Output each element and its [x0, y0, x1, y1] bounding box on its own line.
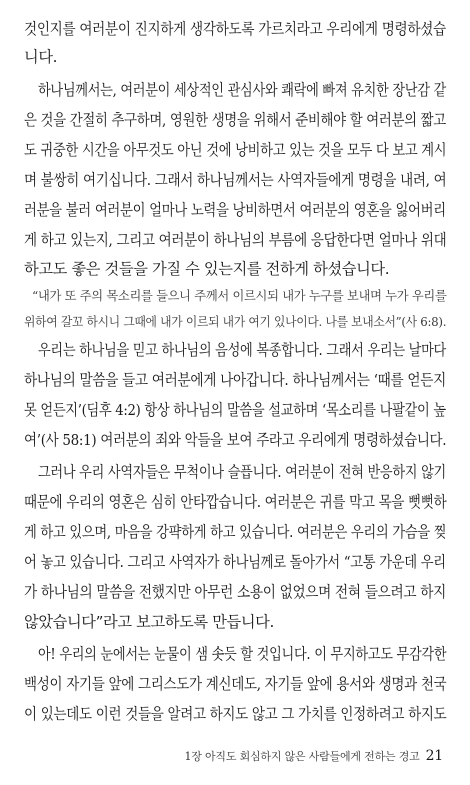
body-line-8: 게 하고 있는지, 그리고 여러분이 하나님의 부름에 응답한다면 얼마나 위대 — [24, 231, 447, 249]
body-line-9: 하고도 좋은 것들을 가질 수 있는지를 전하게 하셨습니다. — [24, 260, 390, 278]
body-line-14: 그러나 우리 사역자들은 무척이나 슬픕니다. 여러분이 전혀 반응하지 않기 — [38, 463, 446, 481]
page-footer — [184, 748, 443, 764]
body-line-15: 때문에 우리의 영혼은 심히 안타깝습니다. 여러분은 귀를 막고 목을 뻣뻣하 — [24, 493, 447, 511]
body-line-7: 러분을 불러 여러분이 얼마나 노력을 낭비하면서 여러분의 영혼을 잃어버리 — [24, 201, 446, 219]
body-line-21: 백성이 자기들 앞에 그리스도가 계신데도, 자기들 앞에 용서와 생명과 천국 — [24, 675, 447, 693]
body-line-12: 못 얻든지’(딤후 4:2) 항상 하나님의 말씀을 설교하며 ‘목소리를 나팔같이 높 — [24, 401, 446, 419]
body-line-11: 하나님의 말씀을 들고 여러분에게 나아갑니다. 하나님께서는 ‘때를 얻든지 — [24, 371, 446, 389]
body-line-20: 아! 우리의 눈에서는 눈물이 샘 솟듯 할 것입니다. 이 무지하고도 무감각한 — [38, 645, 447, 663]
body-line-10: 우리는 하나님을 믿고 하나님의 음성에 복종합니다. 그래서 우리는 날마다 — [38, 341, 446, 359]
body-line-1: 것인지를 여러분이 진지하게 생각하도록 가르치라고 우리에게 명령하셨습 — [24, 20, 446, 38]
running-title: 1장 아직도 회심하지 않은 사람들에게 전하는 경고 — [184, 750, 420, 763]
scripture-quote-line-2: 위하여 갈꼬 하시니 그때에 내가 이르되 내가 여기 있나이다. 나를 보내소서”(사 6:8). — [24, 314, 447, 329]
page-number: 21 — [425, 748, 443, 764]
body-line-2: 니다. — [24, 48, 58, 66]
body-line-19: 않았습니다”라고 보고하도록 만듭니다. — [24, 613, 274, 631]
body-line-18: 가 하나님의 말씀을 전했지만 아무런 소용이 없었으며 전혀 들으려고 하지 — [24, 583, 446, 601]
body-line-3: 하나님께서는, 여러분이 세상적인 관심사와 쾌락에 빠져 유치한 장난감 같 — [38, 81, 446, 99]
body-line-6: 며 불쌍히 여기십니다. 그래서 하나님께서는 사역자들에게 명령을 내려, 여 — [24, 171, 447, 189]
body-line-5: 도 귀중한 시간을 아무것도 아닌 것에 낭비하고 있는 것을 모두 다 보고 계시 — [24, 141, 447, 159]
body-line-13: 여’(사 58:1) 여러분의 죄와 악들을 보여 주라고 우리에게 명령하셨습니다. — [24, 431, 447, 449]
body-line-16: 게 하고 있으며, 마음을 강퍅하게 하고 있습니다. 여러분은 우리의 가슴을 찢 — [24, 523, 447, 541]
body-line-4: 은 것을 간절히 추구하며, 영원한 생명을 위해서 준비해야 할 여러분의 짧고 — [24, 111, 446, 129]
body-line-17: 어 놓고 있습니다. 그리고 사역자가 하나님께로 돌아가서 “고통 가운데 우리 — [24, 553, 446, 571]
scripture-quote-line-1: “내가 또 주의 목소리를 들으니 주께서 이르시되 내가 누구를 보내며 누가 우리를 — [32, 288, 447, 303]
body-line-22: 이 있는데도 이런 것들을 알려고 하지도 않고 그 가치를 인정하려고 하지도 — [24, 705, 447, 723]
